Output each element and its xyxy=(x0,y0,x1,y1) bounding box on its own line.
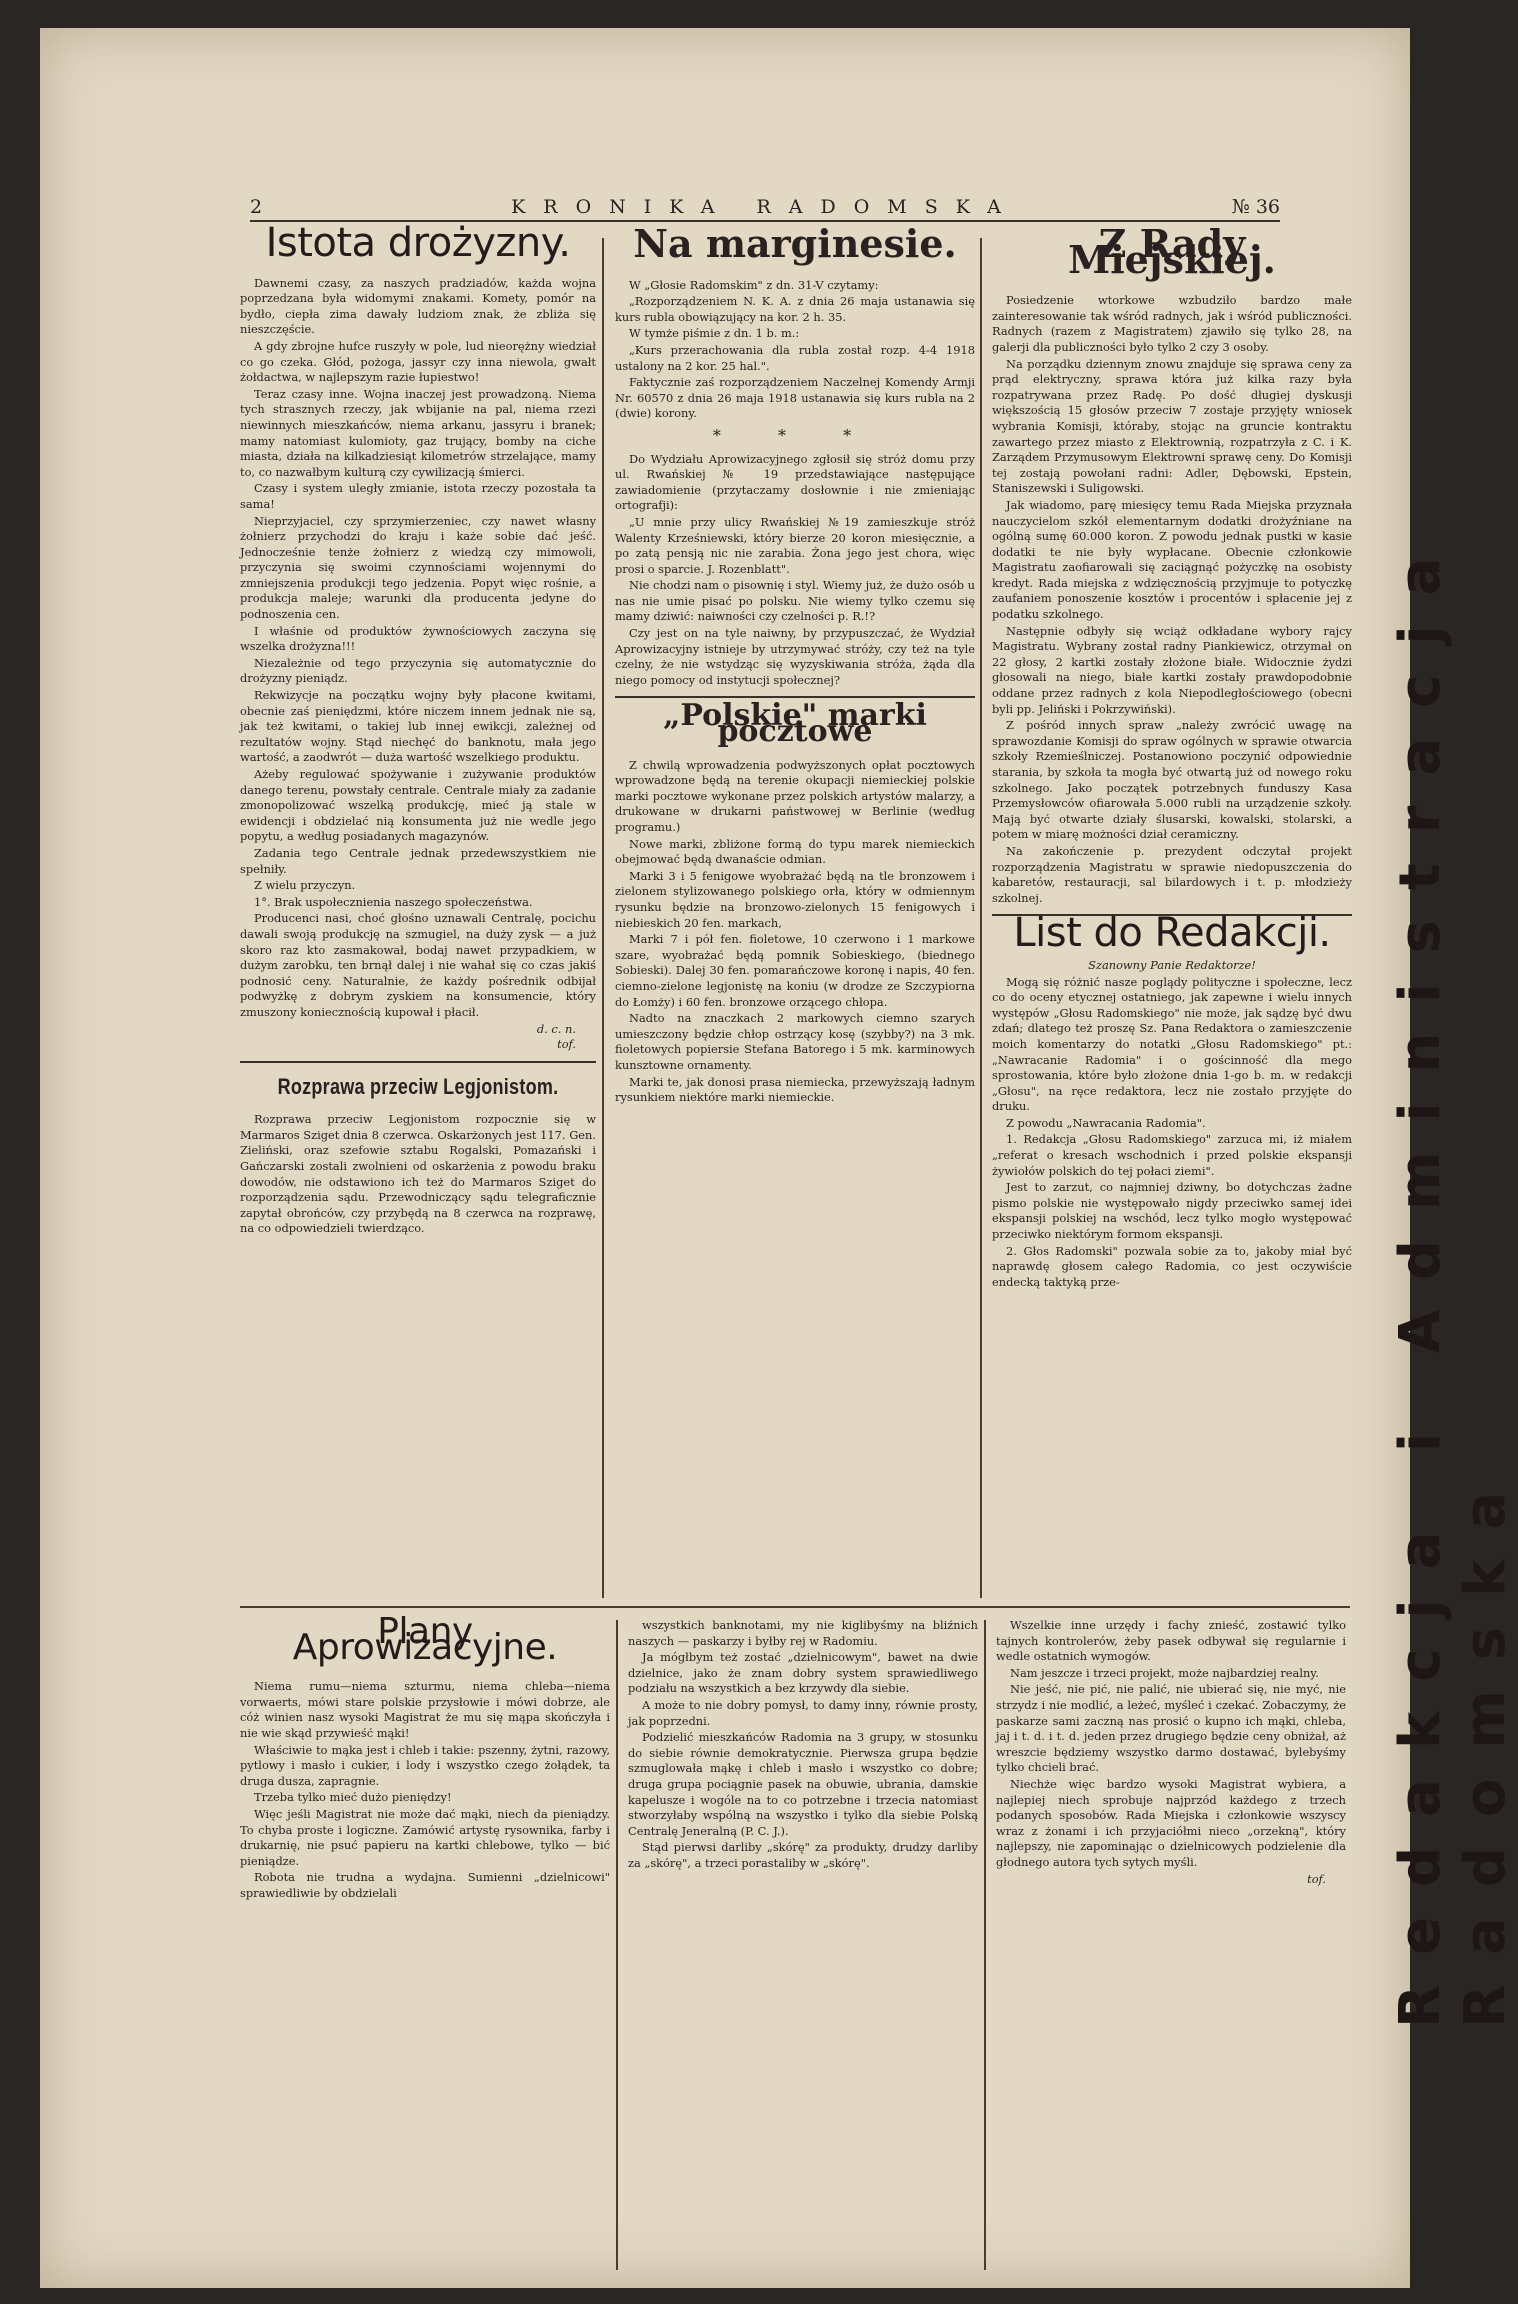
column-divider xyxy=(980,238,982,1598)
article-body-plany-2 xyxy=(628,1618,978,1872)
bottom-column-1 xyxy=(240,1611,610,2268)
paragraph: Rekwizycje na początku wojny były płacone kwitami, obecnie zaś pieniędzmi, które niczem innem jednak nie są, jak też kwitami, o takiej lub innej ewikcji, zależnej od rezultatów wojny. Stąd niechęć do banknotu, mała jego wartość, a zaodwrót — duża wartość wszelkiego produktu. xyxy=(240,688,596,765)
paragraph: Na zakończenie p. prezydent odczytał projekt rozporządzenia Magistratu w sprawie niedopuszczenia do kabaretów, restauracji, sal bilardowych i t. p. młodzieży szkolnej. xyxy=(992,843,1352,905)
article-body-rada xyxy=(992,293,1352,906)
paragraph: Czy jest on na tyle naiwny, by przypuszczać, że Wydział Aprowizacyjny istnieje by utrzymywać stróży, czy też na tyle czelny, że nie wstydząc się wyzyskiwania stróża, żąda dla niego pomocy od instytucji społecznej? xyxy=(615,626,975,687)
article-title-drozyzna: Istota drożyzny. xyxy=(265,220,571,266)
article-title-rada: Z Rady Miejskiej. xyxy=(1068,221,1276,282)
paragraph: Nie jeść, nie pić, nie palić, nie ubierać się, nie myć, nie strzydz i nie modlić, a leżeć, myśleć i czekać. Zobaczymy, że paskarze sami zaczną nas prosić o kupno ich mąki, chleba, jaj i t. d. i t. d. jeden przez drugiego będzie ceny obniżał, aż wreszcie będziemy wszystko darmo dostawać, bylebyśmy tylko chcieli brać. xyxy=(996,1682,1346,1775)
paragraph: Z powodu „Nawracania Radomia". xyxy=(1006,1115,1206,1130)
divider xyxy=(240,1061,596,1063)
article-body-list xyxy=(992,975,1352,1291)
bottom-column-2 xyxy=(628,1618,978,2268)
newspaper-page xyxy=(40,28,1518,2288)
paragraph: Faktycznie zaś rozporządzeniem Naczelnej Komendy Armji Nr. 60570 z dnia 26 maja 1918 ustanawia się kurs rubla na 2 (dwie) korony. xyxy=(615,375,975,421)
section-stars: * * * xyxy=(712,425,878,445)
article-title-marki: „Polskie" marki pocztowe xyxy=(663,698,927,750)
paragraph: Ja mógłbym też zostać „dzielnicowym", bawet na dwie dzielnice, jako że znam dobry system sprawiedliwego podziału na wszystkich a bez krzywdy dla siebie. xyxy=(628,1650,978,1696)
article-title-plany: Plany Aprowizacyjne. xyxy=(292,1611,558,1668)
paragraph: wszystkich banknotami, my nie kiglibyśmy na bliźnich naszych — paskarzy i byłby rej w Radomiu. xyxy=(628,1618,978,1648)
paragraph: Trzeba tylko mieć dużo pieniędzy! xyxy=(254,1790,452,1805)
paragraph: Posiedzenie wtorkowe wzbudziło bardzo małe zainteresowanie tak wśród radnych, jak i wśród publiczności. Radnych (razem z Magistratem) zjawiło się tylko 28, na galerji dla publiczności było tylko 2 czy 3 osoby. xyxy=(992,293,1352,354)
paragraph: Teraz czasy inne. Wojna inaczej jest prowadzoną. Niema tych strasznych rzeczy, jak wbijanie na pal, niema rzezi niewinnych mieszkańców, niema arkanu, jassyru i branek; mamy natomiast kulomioty, gaz trujący, bomby na ciche miasta, działa na kilkadziesiąt kilometrów strzelające, mamy to, co nazwałbym kulturą czy cywilizacją śmierci. xyxy=(240,386,596,479)
author-signature: tof. xyxy=(1307,1871,1326,1886)
article-title-margines: Na marginesie. xyxy=(633,221,957,266)
page-header xyxy=(250,196,1280,222)
paragraph: Robota nie trudna a wydajna. Sumienni „dzielnicowi" sprawiedliwie by obdzielali xyxy=(240,1870,610,1900)
paragraph: A może to nie dobry pomysł, to damy inny, równie prosty, jak poprzedni. xyxy=(628,1697,978,1728)
paragraph: Podzielić mieszkańców Radomia na 3 grupy, w stosunku do siebie równie demokratycznie. Pierwsza grupa będzie szmuglowała mąkę i chleb i masło i wszystko co dobre; druga grupa pociągnie pasek na obuwie, ubrania, damskie kapelusze i wogóle na to co potrzebne i trzecia natomiast stworzyłaby wspólną na wszystko i tylko dla siebie Polską Centralę Jeneralną (P. C. J.). xyxy=(628,1730,978,1838)
author-signature: tof. xyxy=(557,1037,576,1052)
paragraph: Z pośród innych spraw „należy zwrócić uwagę na sprawozdanie Komisji do spraw ogólnych w sprawie otwarcia szkoły Rzemieślniczej. Postanowiono poczynić odpowiednie starania, by szkoła ta mogła być otwartą już od nowego roku szkolnego. Jako początek potrzebnych funduszy Kasa Przemysłowców ofiarowała 5.000 rubli na urządzenie szkoły. Mają być otwarte działy ślusarski, kowalski, stolarski, a potem w miarę możności dział ceramiczny. xyxy=(992,718,1352,842)
paragraph: Na porządku dziennym znowu znajduje się sprawa ceny za prąd elektryczny, sprawa która już kilka razy była rozpatrywana przez Radę. Po dość długiej dyskusji większością 15 głosów przeciw 7 zostaje przyjęty wniosek wybrania Komisji, któraby, stojąc na gruncie kontraktu zawartego przez miasto z Elektrownią, rozpatrzyła z C. i K. Zarządem Przymusowym Elektrowni sprawę ceny. Do Komisji tej zostają powołani radni: Adler, Dębowski, Epstein, Staniszewski i Suligowski. xyxy=(992,356,1352,496)
paragraph: Więc jeśli Magistrat nie może dać mąki, niech da pieniądzy. To chyba proste i logiczne. Zamówić artystę rysownika, farby i drukarnię, nie psuć papieru na kartki chlebowe, tylko — bić pieniądze. xyxy=(240,1806,610,1868)
paragraph: Nowe marki, zbliżone formą do typu marek niemieckich obejmować będą dwanaście odmian. xyxy=(615,836,975,867)
paragraph: Właściwie to mąka jest i chleb i takie: pszenny, żytni, razowy, pytlowy i masło i cukier, i lody i wszystko czego żołądek, ta druga dusza, zapragnie. xyxy=(240,1742,610,1788)
paragraph: I właśnie od produktów żywnościowych zaczyna się wszelka drożyzna!!! xyxy=(240,623,596,654)
paragraph: Niechże więc bardzo wysoki Magistrat wybiera, a najlepiej niech sprobuje najprzód każdego z trzech podanych sposobów. Rada Miejska i członkowie wszyscy wraz z żonami i ich przyjaciółmi nieco „orzekną", który najlepszy, nie zapominając o dzielnicowych podzielenie dla głodnego autora tych sytych myśli. xyxy=(996,1776,1346,1869)
paragraph: Jak wiadomo, parę miesięcy temu Rada Miejska przyznała nauczycielom szkół elementarnym dodatki drożyźniane na ogólną sumę 60.000 koron. Z powodu jednak pustki w kasie dodatki te nie były wypłacane. Obecnie członkowie Magistratu zaofiarowali się zaciągnąć pożyczkę na osobisty kredyt. Rada miejska z wdzięcznością przyjmuje to potyczkę zaufaniem ponoszenie kosztów i procentów i spłacenie jej z podatku szkolnego. xyxy=(992,497,1352,622)
paragraph: Czasy i system uległy zmianie, istota rzeczy pozostała ta sama! xyxy=(240,481,596,511)
paragraph: „Kurs przerachowania dla rubla został rozp. 4-4 1918 ustalony na 2 kor. 25 hal.". xyxy=(615,342,975,373)
article-body-stroz xyxy=(615,452,975,689)
column-divider xyxy=(602,238,604,1598)
paragraph: Wszelkie inne urzędy i fachy znieść, zostawić tylko tajnych kontrolerów, żeby pasek odbywał się regularnie i wedle ostatnich wymogów. xyxy=(996,1618,1346,1664)
paragraph: Ażeby regulować spożywanie i zużywanie produktów danego terenu, powstały centrale. Centrale miały za zadanie zmonopolizować wszelką produkcję, mieć ją stale w ewidencji i obdzielać nią konsumenta już nie wedle jego popytu, a według posiadanych magazynów. xyxy=(240,767,596,844)
masthead-title: KRONIKA RADOMSKA xyxy=(511,196,1019,218)
paragraph: Nadto na znaczkach 2 markowych ciemno szarych umieszczony będzie chłop ostrzący kosę (szybby?) na 3 mk. fioletowych popiersie Stefana Batorego i 5 mk. karminowych kunsztowne ornamenty. xyxy=(615,1011,975,1072)
paragraph: Nieprzyjaciel, czy sprzymierzeniec, czy nawet własny żołnierz przychodzi do kraju i każe sobie dać jeść. Jednocześnie tenże żołnierz z wiedzą czy mimowoli, przyczynia się swoimi czynnościami wojennymi do zmniejszenia produkcji tego jedzenia. Popyt więc rośnie, a produkcja maleje; warunki dla producenta jedyne do podnoszenia cen. xyxy=(240,513,596,622)
column-3 xyxy=(992,221,1352,1596)
paragraph: Następnie odbyły się wciąż odkładane wybory rajcy Magistratu. Wybrany został radny Piankiewicz, otrzymał on 22 głosy, 2 kartki zostały złożone białe. Widocznie żydzi głosowali na niego, białe kartki zostały prawdopodobnie oddane przez radnych z kola Niepodległościowego (obecni byli pp. Jeliński i Pokrzywiński). xyxy=(992,623,1352,716)
paragraph: Mogą się różnić nasze poglądy polityczne i społeczne, lecz co do oceny etycznej ostatniego, jak zapewne i wielu innych występów „Głosu Radomskiego" nie może, jak sądzę być dwu zdań; dlatego też proszę Sz. Pana Redaktora o zamieszczenie moich komentarzy do notatki „Głosu Radomskiego" pt.: „Nawracanie Radomia" i o gościnność dla mego sprostowania, które było złożone dnia 1-go b. m. w redakcji „Głosu", na ręce redaktora, lecz nie zostało przyjęte do druku. xyxy=(992,974,1352,1114)
article-body-plany-1 xyxy=(240,1679,610,1901)
paragraph: Nie chodzi nam o pisownię i styl. Wiemy już, że dużo osób u nas nie umie pisać po polsku. Nie wiemy tylko czemu się mamy dziwić: naiwności czy czelności p. R.!? xyxy=(615,578,976,624)
paragraph: Niema rumu—niema szturmu, niema chleba—niema vorwaerts, mówi stare polskie przysłowie i mówi dobrze, ale cóż winien nasz wysoki Magistrat że mu się mąpa skończyła i nie wie skąd przywieść mąki! xyxy=(240,1679,610,1740)
paragraph: Dawnemi czasy, za naszych pradziadów, każda wojna poprzedzana była widomymi znakami. Komety, pomór na bydło, ciepła zima dawały ludziom znak, że zbliża się nieszczęście. xyxy=(240,275,596,337)
article-body-legion: Rozprawa przeciw Legjonistom rozpocznie się w Marmaros Sziget dnia 8 czerwca. Oskarżonych jest 117. Gen. Zieliński, oraz szefowie sztabu Rogalski, Pomazański i Gańczarski zostali zwolnieni od oskarżenia z powodu braku dowodów, nie odstawiono ich też do Marmaros Sziget do rozporządzenia sądu. Przewodniczący sądu telegraficznie zapytał obrońców, czy przybędą na 8 czerwca na rozprawę, na co odpowiedzieli twierdząco. xyxy=(240,1112,596,1236)
margin-vertical-text: Redakcja i Administracja Radomska xyxy=(1388,527,1518,2028)
paragraph: „Rozporządzeniem N. K. A. z dnia 26 maja ustanawia się kurs rubla obowiązujący na kor. 2 h. 35. xyxy=(615,294,975,324)
column-divider xyxy=(984,1620,986,2270)
bottom-column-3 xyxy=(996,1618,1346,2268)
paragraph: Marki 3 i 5 fenigowe wyobrażać będą na tle bronzowem i zielonem stylizowanego polskiego orła, który w odmiennym rysunku będzie na bronzowo-zielonych 15 fenigowych i niebieskich 20 fen. markach, xyxy=(615,868,975,930)
paragraph: 2. Głos Radomski" pozwala sobie za to, jakoby miał być naprawdę głosem całego Radomia, co jest oczywiście endecką taktyką prze- xyxy=(992,1243,1352,1289)
paragraph: Zadania tego Centrale jednak przedewszystkiem nie spełniły. xyxy=(240,845,596,876)
paragraph: Stąd pierwsi darliby „skórę" za produkty, drudzy darliby za „skórę", a trzeci porastaliby w „skórę". xyxy=(628,1840,978,1870)
column-divider xyxy=(616,1620,618,2270)
article-body-plany-3 xyxy=(996,1618,1346,1871)
paragraph: 1°. Brak uspołecznienia naszego społeczeństwa. xyxy=(254,894,533,909)
column-1 xyxy=(240,220,596,1596)
paragraph: Producenci nasi, choć głośno uznawali Centralę, pocichu dawali swoją produkcję na szmugiel, na duży zysk — a już skoro raz kto zasmakował, bodaj nawet przypadkiem, w dużym zarobku, ten brnął dalej i nie wahał się co czas jakiś podnosić ceny. Naturalnie, że każdy pośrednik odbijał podwyżkę z dobrym zyskiem na konsumencie, który zmuszony koniecznością kupował i płacił. xyxy=(240,911,596,1019)
letter-salutation: Szanowny Panie Redaktorze! xyxy=(1088,957,1256,972)
paragraph: W tymże piśmie z dn. 1 b. m.: xyxy=(629,326,800,341)
section-divider xyxy=(240,1606,1350,1608)
paragraph: Nam jeszcze i trzeci projekt, może najbardziej realny. xyxy=(1010,1665,1319,1680)
paragraph: A gdy zbrojne hufce ruszyły w pole, lud nieorężny wiedział co go czeka. Głód, pożoga, jassyr czy inna niewola, gwałt żołdactwa, w najlepszym razie łupiestwo! xyxy=(240,338,596,385)
paragraph: Z chwilą wprowadzenia podwyższonych opłat pocztowych wprowadzone będą na terenie okupacji niemieckiej polskie marki pocztowe wykonane przez polskich artystów malarzy, a drukowane w drukarni państwowej w Berlinie (według programu.) xyxy=(615,757,975,834)
paragraph: Jest to zarzut, co najmniej dziwny, bo dotychczas żadne pismo polskie nie występowało nigdy przeciwko samej idei ekspansji polskiej na wschód, lecz tylko mogło występować przeciwko niektórym formom ekspansji. xyxy=(992,1180,1352,1242)
paragraph: Z wielu przyczyn. xyxy=(254,878,356,893)
paragraph: Do Wydziału Aprowizacyjnego zgłosił się stróż domu przy ul. Rwańskiej № 19 przedstawiające następujące zawiadomienie (przytaczamy dosłownie i nie zmieniając ortografji): xyxy=(615,451,975,513)
article-body-margines xyxy=(615,278,975,422)
article-title-legion: Rozprawa przeciw Legjonistom. xyxy=(277,1073,559,1099)
paragraph: W „Głosie Radomskim" z dn. 31-V czytamy: xyxy=(629,277,879,292)
article-title-list: List do Redakcji. xyxy=(1013,910,1331,957)
paragraph: „U mnie przy ulicy Rwańskiej №19 zamieszkuje stróż Walenty Krześniewski, który bierze 20 koron miesięcznie, a po zatą pensją nic nie zarabia. Żona jego jest chora, więc prosi o sparcie. J. Rozenblatt". xyxy=(615,514,975,576)
paragraph: 1. Redakcja „Głosu Radomskiego" zarzuca mi, iż miałem „referat o kresach wschodnich i przed polskie ekspansji żywiołów polskich do tej połaci ziemi". xyxy=(992,1132,1352,1178)
article-body-marki xyxy=(615,758,975,1106)
page-number: 2 xyxy=(250,196,263,218)
paragraph: Marki 7 i pół fen. fioletowe, 10 czerwono i 1 markowe szare, wyobrażać będą pomnik Sobieskiego, (biednego Sobieski). Dalej 30 fen. pomarańczowe koronę i napis, 40 fen. ciemno-zielone legjonistę na koniu (w drodze ze Szczypiorna do Łomży) i 60 fen. bronzowe orzącego chłopa. xyxy=(615,932,975,1009)
article-body-drozyzna xyxy=(240,276,596,1021)
issue-number: № 36 xyxy=(1231,196,1280,218)
column-2 xyxy=(615,221,976,1596)
paragraph: Marki te, jak donosi prasa niemiecka, przewyższają ładnym rysunkiem niektóre marki niemieckie. xyxy=(615,1074,975,1105)
paragraph: Niezależnie od tego przyczynia się automatycznie do drożyzny pieniądz. xyxy=(240,655,596,686)
continued-note: d. c. n. xyxy=(536,1021,576,1036)
